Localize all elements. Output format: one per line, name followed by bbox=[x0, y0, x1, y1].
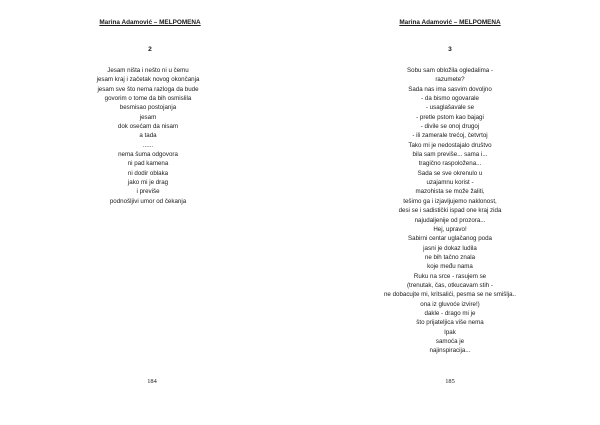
poem-line: jako mi je drag bbox=[127, 179, 169, 187]
poem-line: - divile se onoj drugoj bbox=[420, 123, 480, 131]
poem-line: ne bih tačno znala bbox=[424, 253, 476, 261]
poem-line: - usaglašavale se bbox=[425, 104, 475, 112]
poem-line: Ruku na srce - rasujem se bbox=[413, 272, 487, 280]
poem-line: ona iz gluvoće izvire!) bbox=[420, 300, 480, 308]
poem-line: dakle - drago mi je bbox=[424, 309, 476, 317]
poem-line: razumete? bbox=[435, 76, 465, 84]
poem-line: tešimo ga i izjavljujemo naklonost, bbox=[403, 197, 497, 205]
poem-line: jasni je dokaz ludila bbox=[423, 244, 477, 252]
poem-line: Sada se sve okrenulo u bbox=[417, 169, 483, 177]
poem-line: ni dodir oblaka bbox=[127, 169, 169, 177]
poem-line: a tada bbox=[139, 132, 157, 140]
poem-line: ne dobacujte mi, kritsalići, pesma se ne smišlja.. bbox=[383, 291, 517, 299]
page-number: 185 bbox=[445, 378, 455, 385]
poem-line: najudaljenije od prozora... bbox=[414, 216, 486, 224]
poem-line: - ili zamerale trećoj, četvrtoj bbox=[412, 132, 488, 140]
poem-number: 2 bbox=[148, 46, 152, 53]
poem-line: Ipak bbox=[444, 328, 456, 336]
header-text: Marina Adamović – MELPOMENA bbox=[399, 19, 501, 26]
poem-line: dok osećam da nisam bbox=[117, 123, 179, 131]
poem-line: Sabirni centar uglačanog poda bbox=[408, 235, 492, 243]
poem-line: samoća je bbox=[435, 337, 465, 345]
poem-line: jesam kraj i začetak novog okončanja bbox=[96, 76, 200, 84]
page-header bbox=[300, 19, 600, 26]
poem-body bbox=[0, 66, 298, 206]
poem-line: ni pad kamena bbox=[127, 160, 169, 168]
poem-line: koje među nama bbox=[427, 263, 473, 271]
poem-line: govorim o tome da bih osmislila bbox=[104, 95, 192, 103]
poem-line: - pretle pstom kao bajagi bbox=[416, 113, 484, 121]
right-page bbox=[300, 0, 600, 425]
poem-line: Tako mi je nedostajalo društvo bbox=[408, 141, 492, 149]
header-text: Marina Adamović – MELPOMENA bbox=[99, 19, 201, 26]
page-header bbox=[0, 19, 300, 26]
poem-body bbox=[300, 66, 600, 356]
poem-line: najinspiracija... bbox=[429, 347, 471, 355]
poem-line: i previše bbox=[136, 188, 160, 196]
poem-line: (trenutak, čas, otkucavam stih - bbox=[407, 281, 493, 289]
poem-line: mazohista se može žaliti, bbox=[415, 188, 485, 196]
poem-line: što prijateljica više nema bbox=[416, 319, 484, 327]
poem-line: ...... bbox=[142, 141, 154, 149]
poem-line: Sobu sam obložila ogledalima - bbox=[407, 67, 493, 74]
poem-line: podnošljivi umor od čekanja bbox=[109, 197, 187, 205]
poem-line: desi se i sadistički ispad one kraj zida bbox=[398, 207, 502, 215]
poem-line: tragično raspoložena... bbox=[418, 160, 482, 168]
poem-line: jesam sve što nema razloga da bude bbox=[97, 85, 199, 93]
page-number: 184 bbox=[147, 378, 157, 385]
poem-line: nema šuma odgovora bbox=[118, 151, 178, 159]
poem-line: bila sam previše... sama i... bbox=[412, 151, 488, 159]
poem-line: Sada nas ima sasvim dovoljno bbox=[408, 85, 492, 93]
poem-line: jesam bbox=[139, 113, 157, 121]
poem-line: - da bismo ogovarale bbox=[421, 95, 479, 103]
poem-line: besmisao postojanja bbox=[119, 104, 177, 112]
poem-line: Hej, upravo! bbox=[433, 225, 467, 233]
poem-line: Jesam ništa i nešto ni u čemu bbox=[107, 67, 189, 74]
poem-line: uzajamnu korist - bbox=[426, 179, 474, 187]
poem-number: 3 bbox=[448, 46, 452, 53]
